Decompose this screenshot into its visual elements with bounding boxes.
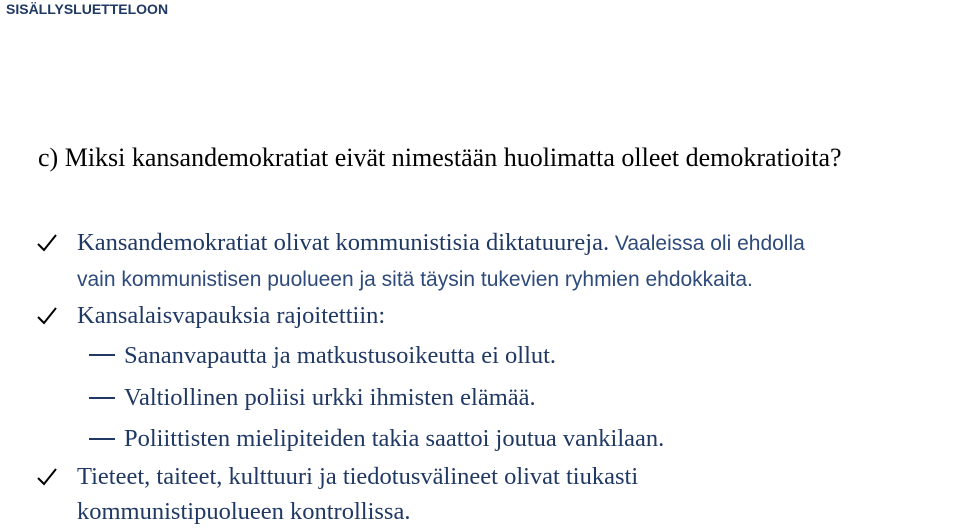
bullet-main-3: Tieteet, taiteet, kulttuuri ja tiedotusvälineet olivat tiukasti (77, 463, 639, 490)
question-heading: c) Miksi kansandemokratiat eivät nimestään huolimatta olleet demokratioita? (38, 143, 842, 172)
bullet-main-3b: kommunistipuolueen kontrollissa. (77, 498, 411, 525)
table-of-contents-link[interactable]: SISÄLLYSLUETTELOON (6, 1, 169, 17)
bullet-text-1 (77, 225, 957, 297)
bullet-text-3 (77, 459, 957, 529)
bullet-extra-1b: vain kommunistisen puolueen ja sitä täysin tukevien ryhmien ehdokkaita. (77, 268, 753, 291)
bullet-main-2: Kansalaisvapauksia rajoitettiin: (77, 302, 386, 329)
checkmark-icon (36, 466, 58, 488)
checkmark-icon (36, 232, 58, 254)
checkmark-icon (36, 305, 58, 327)
dash-icon (89, 397, 115, 399)
subpoint-2: Valtiollinen poliisi urkki ihmisten elämää. (124, 384, 536, 411)
bullet-text-2 (77, 298, 957, 333)
subpoint-1: Sananvapautta ja matkustusoikeutta ei ollut. (124, 342, 557, 369)
dash-icon (89, 438, 115, 440)
bullet-extra-1a: Vaaleissa oli ehdolla (609, 232, 805, 255)
bullet-main-1: Kansandemokratiat olivat kommunistisia diktatuureja. (77, 229, 610, 256)
subpoint-3: Poliittisten mielipiteiden takia saattoi joutua vankilaan. (124, 425, 665, 452)
dash-icon (89, 354, 115, 356)
